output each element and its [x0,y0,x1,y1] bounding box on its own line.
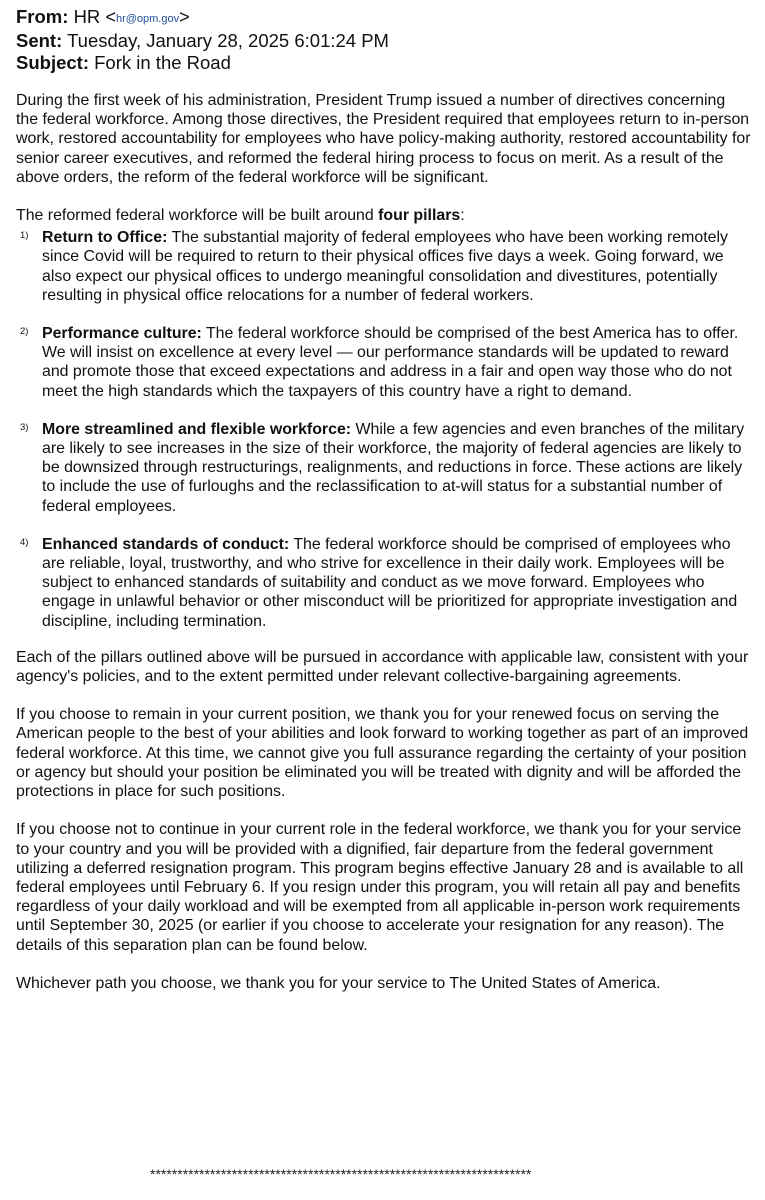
pillar-text: The substantial majority of federal employees who have been working remotely since Covid will be required to return to their physical offices five days a week. Going forward, we also expect our physical offices to undergo meaningful consolidation and divestitures, potentially resulting in physical office relocations for a number of federal workers. [42,229,728,304]
pillar-number: 2) [20,326,29,338]
pillar-item [16,228,751,305]
remain-paragraph: If you choose to remain in your current position, we thank you for your renewed focus on serving the American people to the best of your abilities and look forward to working together as part of an improved federal workforce. At this time, we cannot give you full assurance regarding the certainty of your position or agency but should your position be eliminated you will be treated with dignity and will be afforded the protections in place for such positions. [16,706,749,801]
closing-paragraph: Whichever path you choose, we thank you for your service to The United States of America. [16,974,661,992]
pillar-item [16,535,751,631]
separator-asterisks: ********************************************************************** [150,1166,532,1182]
pillar-item [16,324,751,401]
email-view [16,6,751,1012]
pillar-number: 4) [20,536,29,548]
pillar-text: The federal workforce should be comprised of the best America has to offer. We will insist on excellence at every level — our performance standards will be updated to reward and promote those that exceed expectations and address in a fair and open way those who do not meet the high standards which the taxpayers of this country have a right to demand. [42,325,739,400]
email-body [16,91,751,993]
pillar-title: Performance culture: [42,325,202,343]
sent-label: Sent: [16,30,63,51]
from-email-link[interactable]: hr@opm.gov [115,13,180,25]
subject-label: Subject: [16,52,89,73]
from-line [16,6,751,30]
sent-value: Tuesday, January 28, 2025 6:01:24 PM [67,30,389,51]
pillar-number: 1) [20,230,29,242]
from-name: HR [73,6,101,27]
sent-line [16,30,751,52]
from-label: From: [16,6,69,27]
pillar-text: The federal workforce should be comprised of employees who are reliable, loyal, trustworthy, and who strive for excellence in their daily work. Employees will be subject to enhanced standards of suitability and conduct as we move forward. Employees who engage in unlawful behavior or other misconduct will be prioritized for appropriate investigation and discipline, including termination. [42,535,738,630]
pillars-intro-text: The reformed federal workforce will be built around [16,207,379,225]
pillars-list [16,228,751,631]
subject-line [16,52,751,74]
pillar-item [16,420,751,516]
pillars-intro-colon: : [460,207,465,225]
pillars-law-paragraph: Each of the pillars outlined above will be pursued in accordance with applicable law, consistent with your agency's policies, and to the extent permitted under relevant collective-bargaining agreements. [16,648,749,686]
pillar-title: Enhanced standards of conduct: [42,535,290,553]
email-header [16,6,751,74]
subject-value: Fork in the Road [94,52,231,73]
pillar-number: 3) [20,421,29,433]
from-email-open: < [105,7,116,27]
pillar-title: More streamlined and flexible workforce: [42,420,352,438]
pillars-intro [16,206,751,225]
pillar-title: Return to Office: [42,229,168,247]
pillar-text: While a few agencies and even branches of the military are likely to see increases in the size of their workforce, the majority of federal agencies are likely to be downsized through restructurings, realignments, and reductions in force. These actions are likely to include the use of furloughs and the reclassification to at-will status for a substantial number of federal employees. [42,420,745,515]
resign-paragraph: If you choose not to continue in your current role in the federal workforce, we thank you for your service to your country and you will be provided with a dignified, fair departure from the federal government utilizing a deferred resignation program. This program begins effective January 28 and is available to all federal employees until February 6. If you resign under this program, you will retain all pay and benefits regardless of your daily workload and will be exempted from all applicable in-person work requirements until September 30, 2025 (or earlier if you choose to accelerate your resignation for any reason). The details of this separation plan can be found below. [16,821,744,954]
pillars-intro-bold: four pillars [378,207,461,225]
intro-paragraph: During the first week of his administration, President Trump issued a number of directives concerning the federal workforce. Among those directives, the President required that employees return to in-person work, restored accountability for employees who have policy-making authority, restored accountability for senior career executives, and reformed the federal hiring process to focus on merit. As a result of the above orders, the reform of the federal workforce will be significant. [16,92,751,186]
from-email-close: > [179,7,190,27]
